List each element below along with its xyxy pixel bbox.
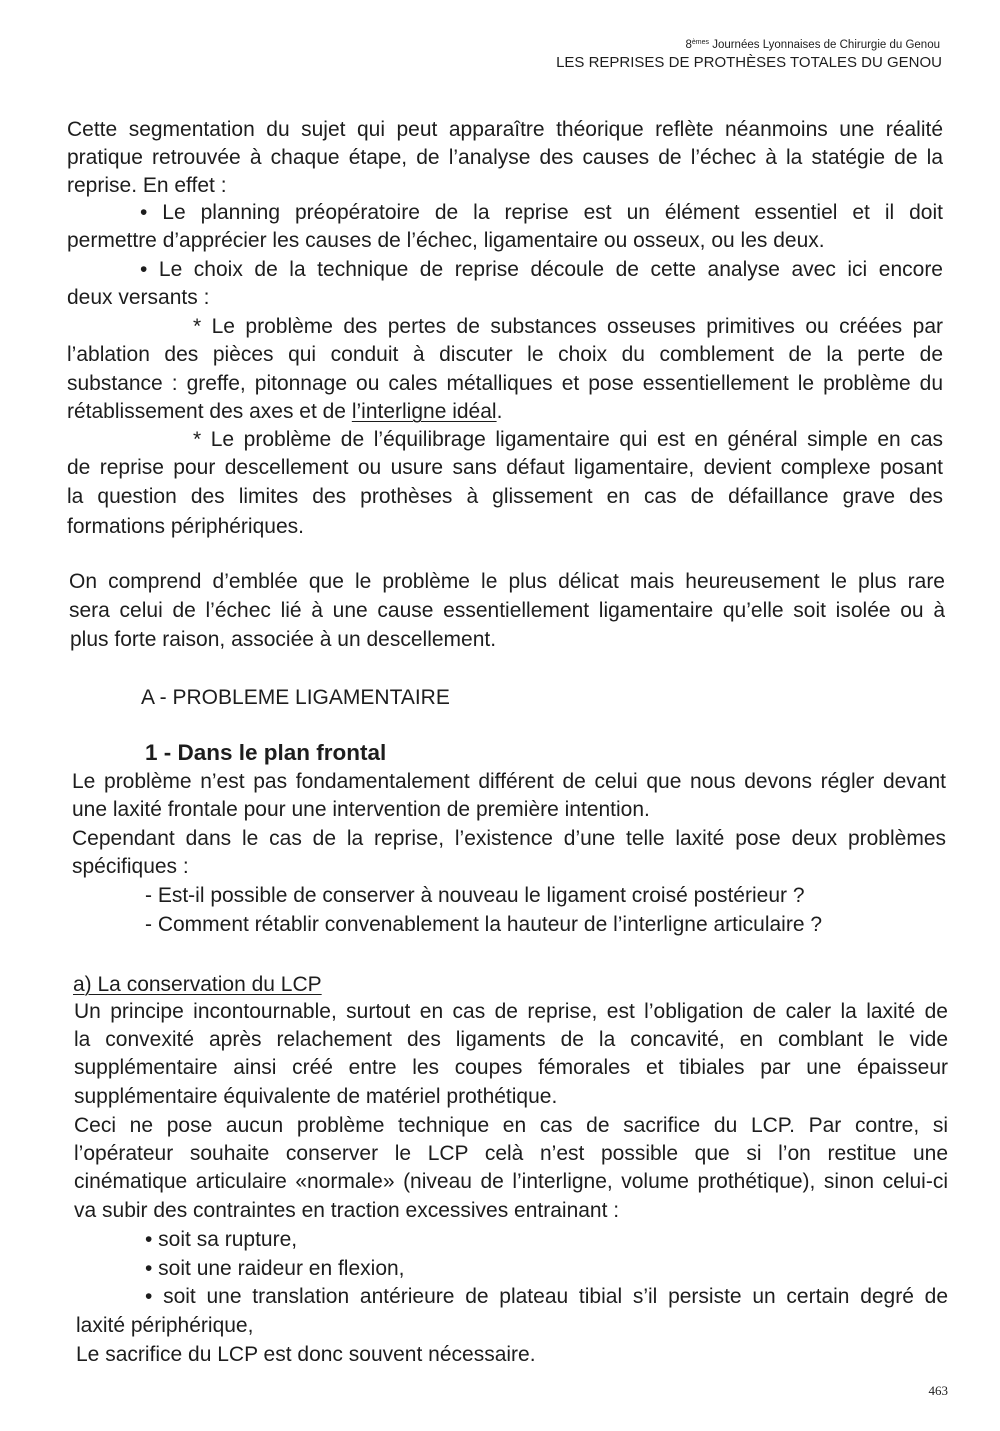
text-line: * Le problème de l’équilibrage ligamentaire qui est en général simple en cas (193, 428, 943, 451)
text-line: * Le problème des pertes de substances osseuses primitives ou créées par (193, 315, 943, 338)
conference-name: Journées Lyonnaises de Chirurgie du Genou (712, 39, 940, 51)
text-line: la question des limites des prothèses à glissement en cas de défaillance grave des (67, 485, 943, 508)
text-line: formations périphériques. (67, 515, 304, 538)
book-title: LES REPRISES DE PROTHÈSES TOTALES DU GENOU (556, 54, 942, 71)
section-heading: A - PROBLEME LIGAMENTAIRE (141, 686, 450, 709)
subsection-heading: 1 - Dans le plan frontal (145, 740, 387, 765)
text-line: sera celui de l’échec lié à une cause essentiellement ligamentaire qu’elle soit isolée ou à (69, 599, 945, 622)
text-line: une laxité frontale pour une intervention de première intention. (72, 798, 650, 821)
conclusion-line: Le sacrifice du LCP est donc souvent nécessaire. (76, 1343, 536, 1366)
text-line: Cette segmentation du sujet qui peut apparaître théorique reflète néanmoins une réalité (67, 118, 943, 141)
edition-number: 8 (685, 39, 692, 51)
underlined-term: l’interligne idéal (351, 400, 497, 423)
text-line: de reprise pour descellement ou usure sans défaut ligamentaire, devient complexe posant (67, 456, 943, 479)
text-line: On comprend d’emblée que le problème le plus délicat mais heureusement le plus rare (69, 570, 945, 593)
text-line: Ceci ne pose aucun problème technique en cas de sacrifice du LCP. Par contre, si (74, 1114, 948, 1137)
text-line: Cependant dans le cas de la reprise, l’existence d’une telle laxité pose deux problèmes (72, 827, 946, 850)
text-line: Le problème n’est pas fondamentalement différent de celui que nous devons régler devant (72, 770, 946, 793)
question-item: - Est-il possible de conserver à nouveau le ligament croisé postérieur ? (145, 884, 805, 907)
text-line: l’opérateur souhaite conserver le LCP celà n’est possible que si l’on restitue une (74, 1142, 948, 1165)
text-line: l’ablation des pièces qui conduit à discuter le choix du comblement de la perte de (67, 343, 943, 366)
text-line: cinématique articulaire «normale» (niveau de l’interligne, volume prothétique), sinon celui-ci (74, 1170, 948, 1193)
text-line: substance : greffe, pitonnage ou cales métalliques et pose essentiellement le problème du (67, 372, 943, 395)
text-line: va subir des contraintes en traction excessives entrainant : (74, 1199, 620, 1222)
text-line (67, 398, 943, 426)
text-line: supplémentaire équivalente de matériel prothétique. (74, 1085, 558, 1108)
lcp-heading (73, 971, 673, 999)
text-line: • Le planning préopératoire de la reprise est un élément essentiel et il doit (140, 201, 943, 224)
text-line: plus forte raison, associée à un descellement. (70, 628, 497, 651)
text-line: permettre d’apprécier les causes de l’échec, ligamentaire ou osseux, ou les deux. (67, 229, 825, 252)
consequence-item: • soit sa rupture, (145, 1228, 298, 1251)
text-line: deux versants : (67, 286, 210, 309)
text-fragment: rétablissement des axes et de (67, 400, 352, 423)
text-line: laxité périphérique, (76, 1314, 254, 1337)
text-line: reprise. En effet : (67, 174, 227, 197)
page-number: 463 (928, 1383, 948, 1398)
text-line: supplémentaire ainsi créé entre les coupes fémorales et tibiales par une épaisseur (74, 1056, 948, 1079)
consequence-item: • soit une raideur en flexion, (145, 1257, 405, 1280)
question-item: - Comment rétablir convenablement la hauteur de l’interligne articulaire ? (145, 913, 823, 936)
text-line: la convexité après relachement des ligaments de la concavité, en comblant le vide (74, 1028, 948, 1051)
lcp-heading-text: a) La conservation du LCP (73, 973, 322, 996)
text-line: pratique retrouvée à chaque étape, de l’analyse des causes de l’échec à la statégie de la (67, 146, 943, 169)
conference-title (685, 38, 940, 52)
consequence-item: • soit une translation antérieure de plateau tibial s’il persiste un certain degré de (145, 1285, 948, 1308)
text-line: Un principe incontournable, surtout en cas de reprise, est l’obligation de caler la laxité de (74, 1000, 948, 1023)
text-line: • Le choix de la technique de reprise découle de cette analyse avec ici encore (140, 258, 943, 281)
text-fragment: . (496, 400, 503, 423)
edition-suffix: èmes (691, 39, 709, 46)
text-line: spécifiques : (72, 855, 189, 878)
